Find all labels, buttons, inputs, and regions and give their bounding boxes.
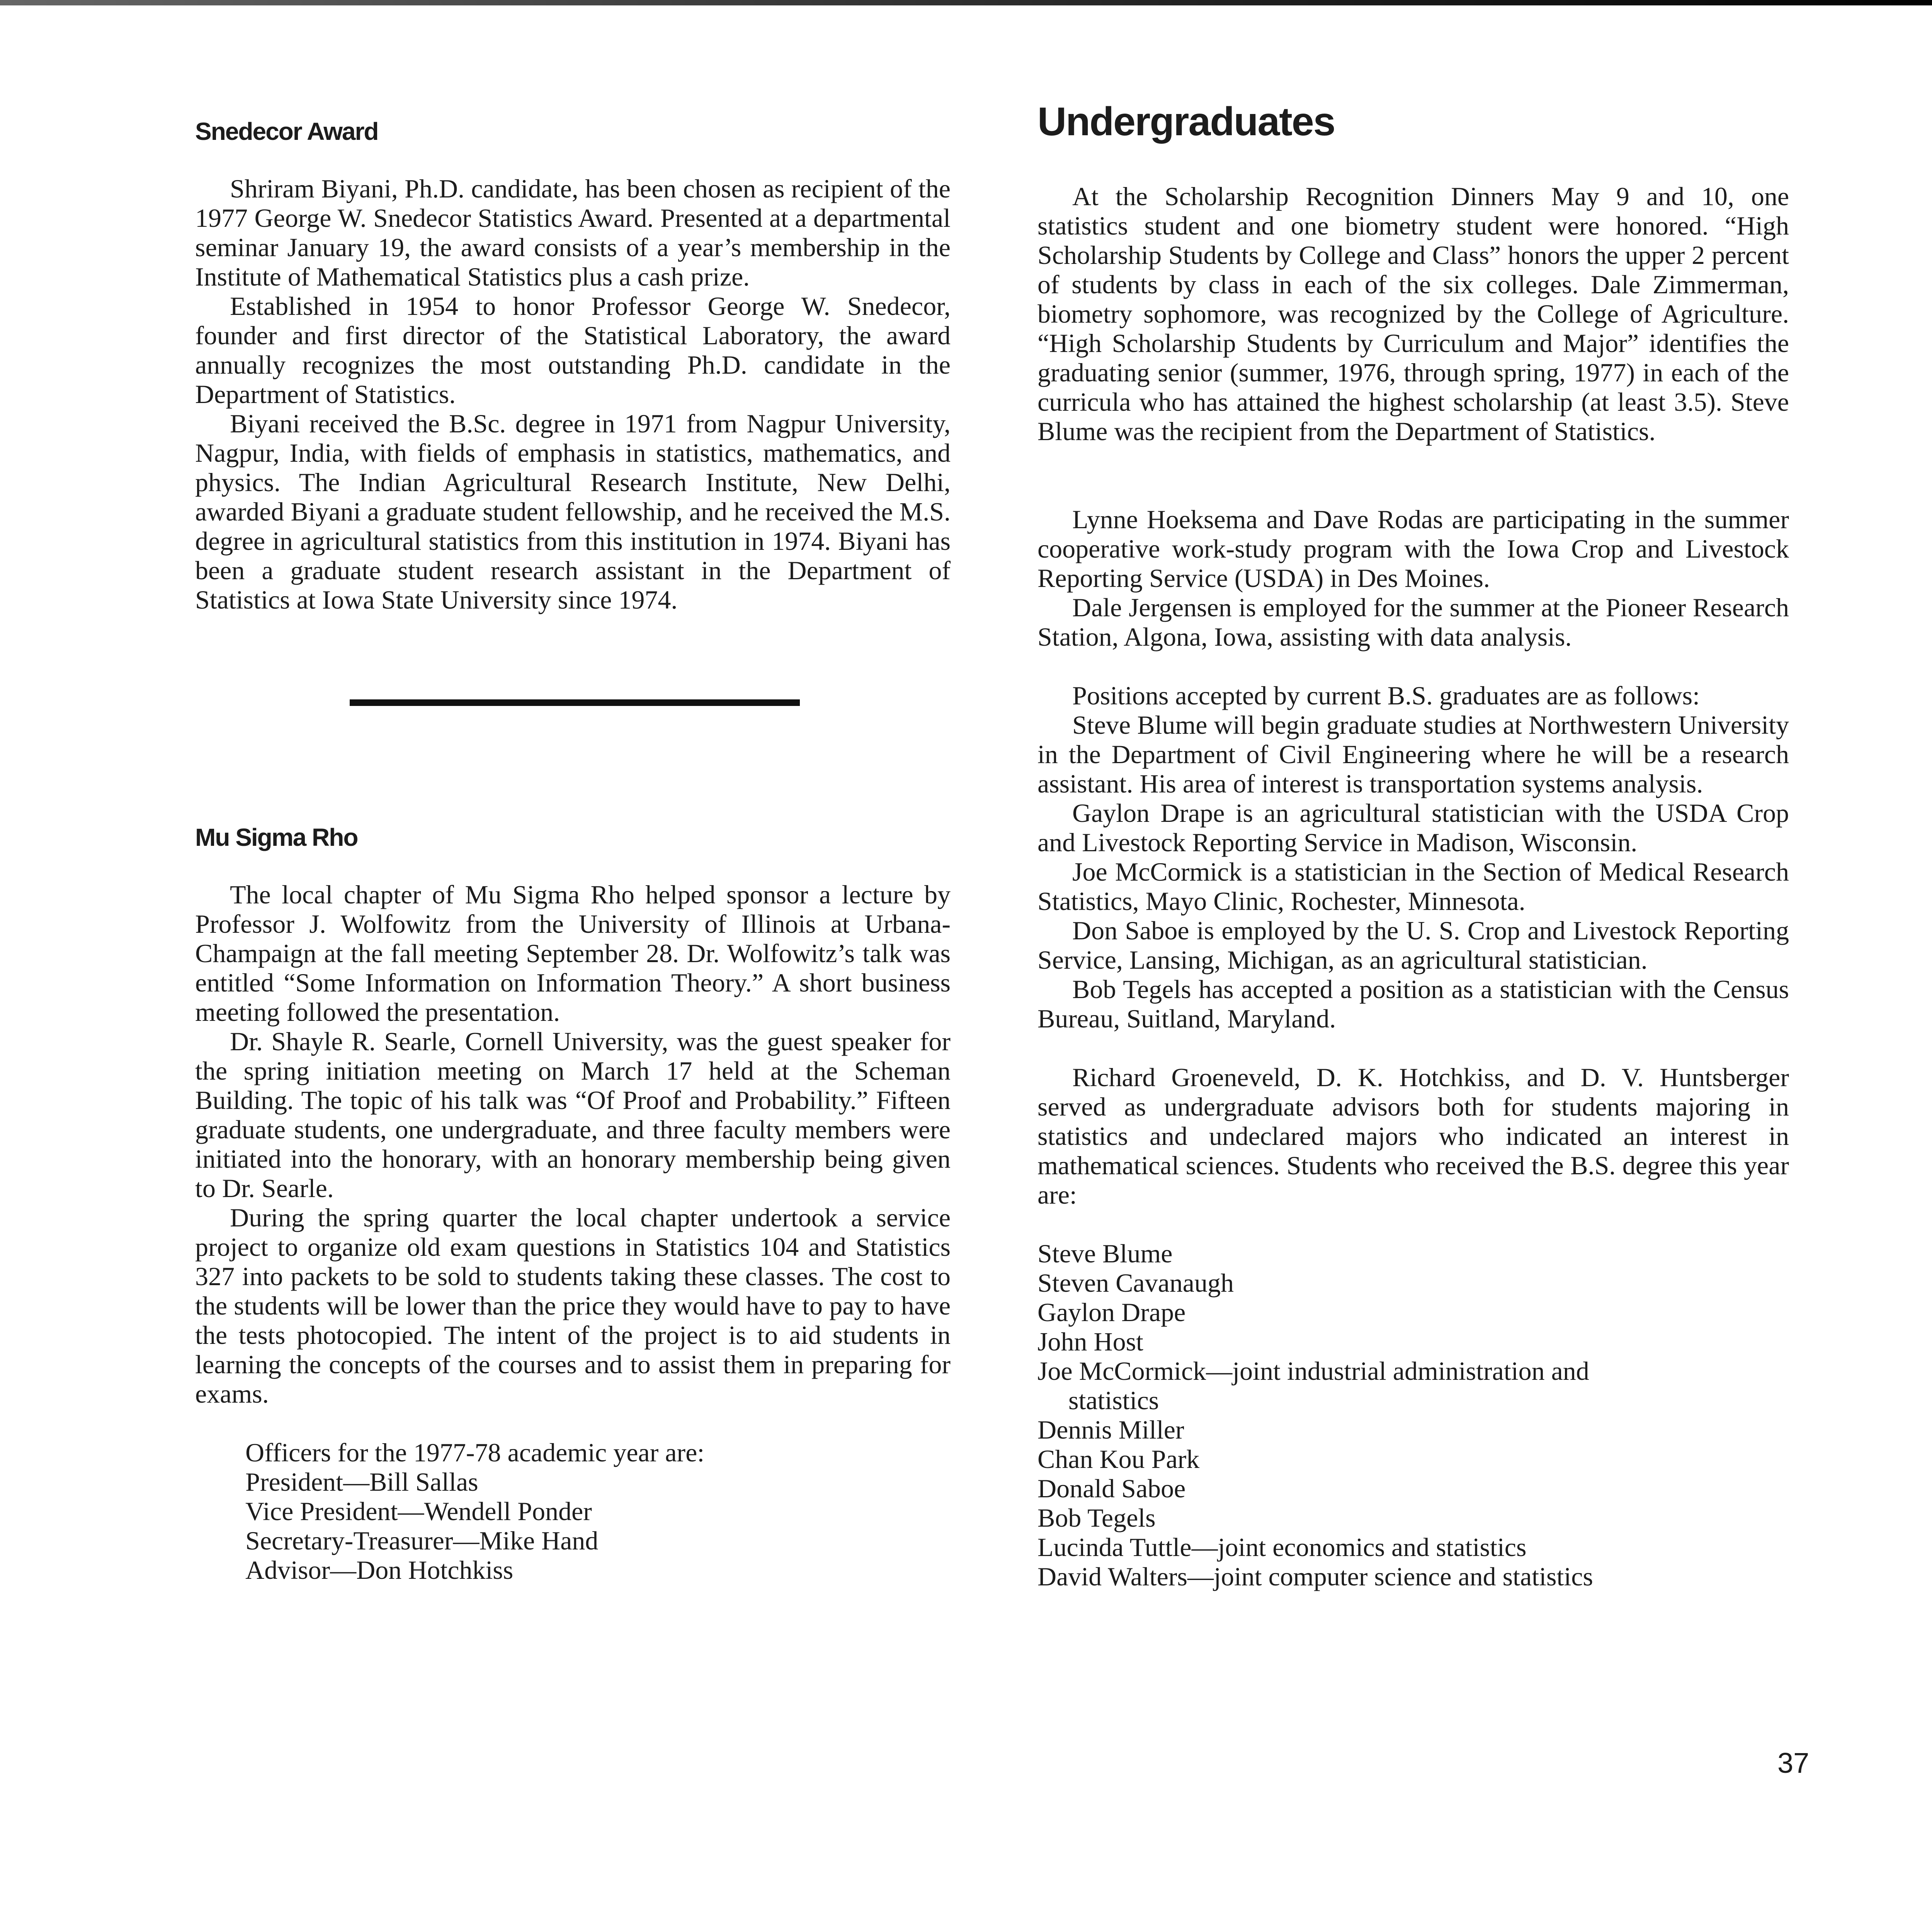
paragraph: Biyani received the B.Sc. degree in 1971 from Nagpur University, Nagpur, India, with fields of emphasis in statistics, mathematics, and physics. The Indian Agricultural Research Institute, New Delhi, awarded Biyani a graduate student fellowship, and he received the M.S. degree in agricultural statistics from this institution in 1974. Biyani has been a graduate student research assistant in the Department of Statistics at Iowa State University since 1974. (195, 409, 951, 614)
scan-edge (0, 0, 1932, 5)
paragraph: Don Saboe is employed by the U. S. Crop and Livestock Reporting Service, Lansing, Michigan, as an agricultural statistician. (1037, 916, 1789, 975)
graduate: Dennis Miller (1037, 1415, 1184, 1444)
paragraph: Joe McCormick is a statistician in the Section of Medical Research Statistics, Mayo Clinic, Rochester, Minnesota. (1037, 857, 1789, 916)
officer: Secretary-Treasurer—Mike Hand (245, 1526, 599, 1555)
left-column (195, 116, 951, 1585)
officers-list (195, 1438, 951, 1585)
positions-body (1037, 681, 1789, 1033)
graduate-continuation: statistics (1068, 1386, 1159, 1415)
undergraduates-heading: Undergraduates (1037, 99, 1335, 144)
graduate: Joe McCormick—joint industrial administration and (1037, 1356, 1589, 1386)
graduate: Gaylon Drape (1037, 1298, 1186, 1327)
paragraph: The local chapter of Mu Sigma Rho helped sponsor a lecture by Professor J. Wolfowitz from the University of Illinois at Urbana-Champaign at the fall meeting September 28. Dr. Wolfowitz’s talk was entitled “Some Information on Information Theory.” A short business meeting followed the presentation. (195, 880, 951, 1027)
paragraph: Steve Blume will begin graduate studies at Northwestern University in the Department of Civil Engineering where he will be a research assistant. His area of interest is transportation systems analysis. (1037, 710, 1789, 798)
paragraph: Richard Groeneveld, D. K. Hotchkiss, and D. V. Huntsberger served as undergraduate advisors both for students majoring in statistics and undeclared majors who indicated an interest in mathematical sciences. Students who received the B.S. degree this year are: (1037, 1063, 1789, 1209)
officer: Advisor—Don Hotchkiss (245, 1555, 514, 1585)
officers-intro: Officers for the 1977-78 academic year are: (245, 1438, 705, 1467)
paragraph: Positions accepted by current B.S. graduates are as follows: (1072, 681, 1700, 710)
paragraph: During the spring quarter the local chapter undertook a service project to organize old exam questions in Statistics 104 and Statistics 327 into packets to be sold to students taking these classes. The cost to the students will be lower than the price they would have to pay to have the tests photocopied. The intent of the project is to aid students in learning the concepts of the courses and to assist them in preparing for exams. (195, 1203, 951, 1408)
graduate: Lucinda Tuttle—joint economics and statistics (1037, 1532, 1527, 1562)
paragraph: Dale Jergensen is employed for the summer at the Pioneer Research Station, Algona, Iowa, assisting with data analysis. (1037, 593, 1789, 651)
paragraph: Dr. Shayle R. Searle, Cornell University, was the guest speaker for the spring initiation meeting on March 17 held at the Scheman Building. The topic of his talk was “Of Proof and Probability.” Fifteen graduate students, one undergraduate, and three faculty members were initiated into the honorary, with an honorary membership being given to Dr. Searle. (195, 1027, 951, 1203)
graduate: John Host (1037, 1327, 1143, 1356)
section-divider (350, 699, 800, 706)
graduate: David Walters—joint computer science and statistics (1037, 1562, 1593, 1591)
paragraph: Established in 1954 to honor Professor George W. Snedecor, founder and first director of the Statistical Laboratory, the award annually recognizes the most outstanding Ph.D. candidate in the Department of Statistics. (195, 291, 951, 409)
work-study-body (1037, 505, 1789, 651)
graduate: Steve Blume (1037, 1239, 1173, 1268)
advisors-body (1037, 1063, 1789, 1209)
mu-sigma-rho-body (195, 880, 951, 1408)
paragraph: Lynne Hoeksema and Dave Rodas are participating in the summer cooperative work-study program with the Iowa Crop and Livestock Reporting Service (USDA) in Des Moines. (1037, 505, 1789, 593)
paragraph: At the Scholarship Recognition Dinners May 9 and 10, one statistics student and one biometry student were honored. “High Scholarship Students by College and Class” honors the upper 2 percent of students by class in each of the six colleges. Dale Zimmerman, biometry sophomore, was recognized by the College of Agriculture. “High Scholarship Students by Curriculum and Major” identifies the graduating senior (summer, 1976, through spring, 1977) in each of the curricula who has attained the highest scholarship (at least 3.5). Steve Blume was the recipient from the Department of Statistics. (1037, 182, 1789, 446)
paragraph: Gaylon Drape is an agricultural statistician with the USDA Crop and Livestock Reporting Service in Madison, Wisconsin. (1037, 798, 1789, 857)
snedecor-body (195, 174, 951, 614)
graduate: Chan Kou Park (1037, 1444, 1200, 1474)
graduate: Bob Tegels (1037, 1503, 1156, 1532)
graduate: Donald Saboe (1037, 1474, 1186, 1503)
officer: Vice President—Wendell Ponder (245, 1497, 592, 1526)
graduate: Steven Cavanaugh (1037, 1268, 1234, 1298)
paragraph: Shriram Biyani, Ph.D. candidate, has been chosen as recipient of the 1977 George W. Snedecor Statistics Award. Presented at a departmental seminar January 19, the award consists of a year’s membership in the Institute of Mathematical Statistics plus a cash prize. (195, 174, 951, 291)
officer: President—Bill Sallas (245, 1467, 478, 1497)
page-number: 37 (1777, 1747, 1810, 1779)
right-column (1037, 97, 1789, 1591)
scholarship-body (1037, 182, 1789, 446)
graduates-list (1037, 1239, 1789, 1591)
snedecor-heading: Snedecor Award (195, 117, 378, 145)
paragraph: Bob Tegels has accepted a position as a statistician with the Census Bureau, Suitland, Maryland. (1037, 975, 1789, 1033)
mu-sigma-rho-heading: Mu Sigma Rho (195, 823, 358, 851)
